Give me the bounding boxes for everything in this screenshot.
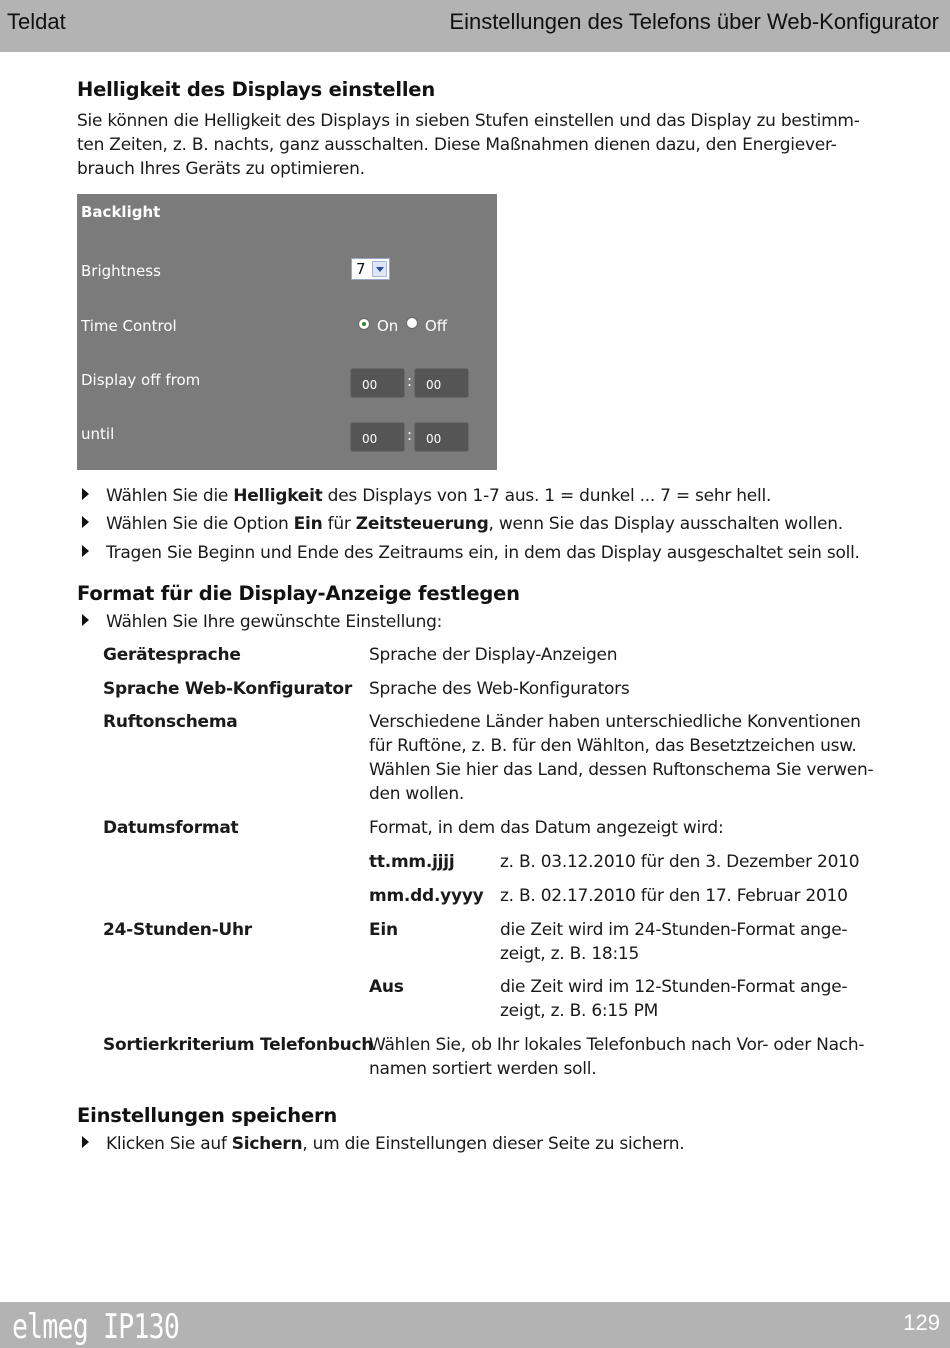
instruction-save — [77, 1134, 684, 1154]
arrow-right-icon — [82, 545, 89, 557]
bullet-text: Wählen Sie Ihre gewünschte Einstellung: — [106, 612, 443, 632]
desc-line: die Zeit wird im 12-Stunden-Format ange- — [500, 977, 848, 997]
desc-line: Wählen Sie hier das Land, dessen Ruftonschema Sie verwen- — [369, 760, 874, 780]
bullet-text: , um die Einstellungen dieser Seite zu sichern. — [302, 1134, 685, 1154]
date-format-example: z. B. 02.17.2010 für den 17. Februar 2010 — [500, 886, 848, 906]
desc-line: für Ruftöne, z. B. für den Wählton, das Besetztzeichen usw. — [369, 736, 857, 756]
until-hour-value: 00 — [362, 432, 378, 446]
row-label-web-konfigurator: Sprache Web-Konfigurator — [103, 679, 352, 699]
until-hour-input[interactable] — [350, 422, 405, 452]
row-desc-web-konfigurator: Sprache des Web-Konfigurators — [369, 679, 630, 699]
row-label-datumsformat: Datumsformat — [103, 818, 239, 838]
page-number: 129 — [903, 1310, 940, 1335]
bullet-emphasis: Zeitsteuerung — [355, 514, 489, 534]
from-hour-input[interactable] — [350, 368, 405, 398]
row-desc-ruftonschema — [369, 710, 873, 806]
backlight-settings-panel — [77, 194, 497, 470]
clock-option-key: Ein — [369, 920, 398, 940]
arrow-right-icon — [82, 516, 89, 528]
display-off-from-label: Display off from — [81, 371, 201, 389]
intro-line: ten Zeiten, z. B. nachts, ganz ausschalten. Diese Maßnahmen dienen dazu, den Energiever- — [77, 135, 837, 155]
instruction-brightness — [77, 486, 771, 506]
date-format-key: mm.dd.yyyy — [369, 886, 484, 906]
from-minute-input[interactable] — [414, 368, 469, 398]
brightness-value: 7 — [356, 260, 366, 278]
row-desc-geraetesprache: Sprache der Display-Anzeigen — [369, 645, 618, 665]
desc-line: zeigt, z. B. 6:15 PM — [500, 1001, 659, 1021]
bullet-emphasis: Ein — [293, 514, 323, 534]
desc-line: zeigt, z. B. 18:15 — [500, 944, 640, 964]
panel-title: Backlight — [81, 203, 161, 221]
row-desc-phonebook-sort — [369, 1033, 864, 1081]
header-brand: Teldat — [7, 9, 66, 34]
desc-line: die Zeit wird im 24-Stunden-Format ange- — [500, 920, 848, 940]
arrow-right-icon — [82, 488, 89, 500]
section-title-format: Format für die Display-Anzeige festlegen — [77, 582, 520, 605]
row-label-phonebook-sort: Sortierkriterium Telefonbuch — [103, 1035, 374, 1055]
instruction-choose-setting — [77, 612, 442, 632]
row-label-ruftonschema: Ruftonschema — [103, 712, 238, 732]
row-label-24h-clock: 24-Stunden-Uhr — [103, 920, 252, 940]
arrow-right-icon — [82, 614, 89, 626]
from-minute-value: 00 — [426, 378, 442, 392]
bullet-text: Tragen Sie Beginn und Ende des Zeitraums ein, in dem das Display ausgeschaltet sein soll. — [106, 543, 860, 563]
intro-line: brauch Ihres Geräts zu optimieren. — [77, 159, 365, 179]
bullet-emphasis: Sichern — [231, 1134, 303, 1154]
date-format-key: tt.mm.jjjj — [369, 852, 455, 872]
header-chapter-title: Einstellungen des Telefons über Web-Konfigurator — [449, 9, 939, 34]
brightness-select[interactable] — [351, 258, 390, 280]
instruction-time-range — [77, 543, 860, 563]
bullet-text: für — [322, 514, 356, 534]
desc-line: den wollen. — [369, 784, 465, 804]
time-separator: : — [407, 372, 413, 390]
brightness-label: Brightness — [81, 262, 161, 280]
until-minute-value: 00 — [426, 432, 442, 446]
row-desc-datumsformat: Format, in dem das Datum angezeigt wird: — [369, 818, 724, 838]
clock-option-desc — [500, 975, 847, 1023]
bullet-text: des Displays von 1-7 aus. 1 = dunkel ... 7 = sehr hell. — [322, 486, 772, 506]
date-format-example: z. B. 03.12.2010 für den 3. Dezember 2010 — [500, 852, 860, 872]
bullet-text: Klicken Sie auf — [106, 1134, 232, 1154]
product-logo: elmeg IP130 — [12, 1307, 180, 1347]
instruction-time-control — [77, 514, 843, 534]
intro-line: Sie können die Helligkeit des Displays in sieben Stufen einstellen und das Display zu bestimm- — [77, 111, 860, 131]
desc-line: namen sortiert werden soll. — [369, 1059, 597, 1079]
section-title-save: Einstellungen speichern — [77, 1104, 338, 1127]
bullet-text: Wählen Sie die Option — [106, 514, 294, 534]
bullet-text: Wählen Sie die — [106, 486, 234, 506]
bullet-text: , wenn Sie das Display ausschalten wollen. — [488, 514, 843, 534]
chevron-down-icon[interactable] — [372, 261, 387, 277]
time-control-on-radio[interactable] — [358, 318, 370, 330]
until-label: until — [81, 425, 115, 443]
desc-line: Verschiedene Länder haben unterschiedliche Konventionen — [369, 712, 861, 732]
arrow-right-icon — [82, 1136, 89, 1148]
time-separator: : — [407, 426, 413, 444]
clock-option-key: Aus — [369, 977, 404, 997]
time-control-off-radio[interactable] — [406, 317, 418, 329]
desc-line: Wählen Sie, ob Ihr lokales Telefonbuch nach Vor- oder Nach- — [369, 1035, 865, 1055]
time-control-label: Time Control — [81, 317, 177, 335]
time-control-on-label: On — [377, 317, 399, 335]
section-title-brightness: Helligkeit des Displays einstellen — [77, 78, 436, 101]
section-intro-brightness — [77, 109, 877, 181]
clock-option-desc — [500, 918, 847, 966]
from-hour-value: 00 — [362, 378, 378, 392]
until-minute-input[interactable] — [414, 422, 469, 452]
bullet-emphasis: Helligkeit — [233, 486, 323, 506]
row-label-geraetesprache: Gerätesprache — [103, 645, 241, 665]
time-control-off-label: Off — [425, 317, 448, 335]
